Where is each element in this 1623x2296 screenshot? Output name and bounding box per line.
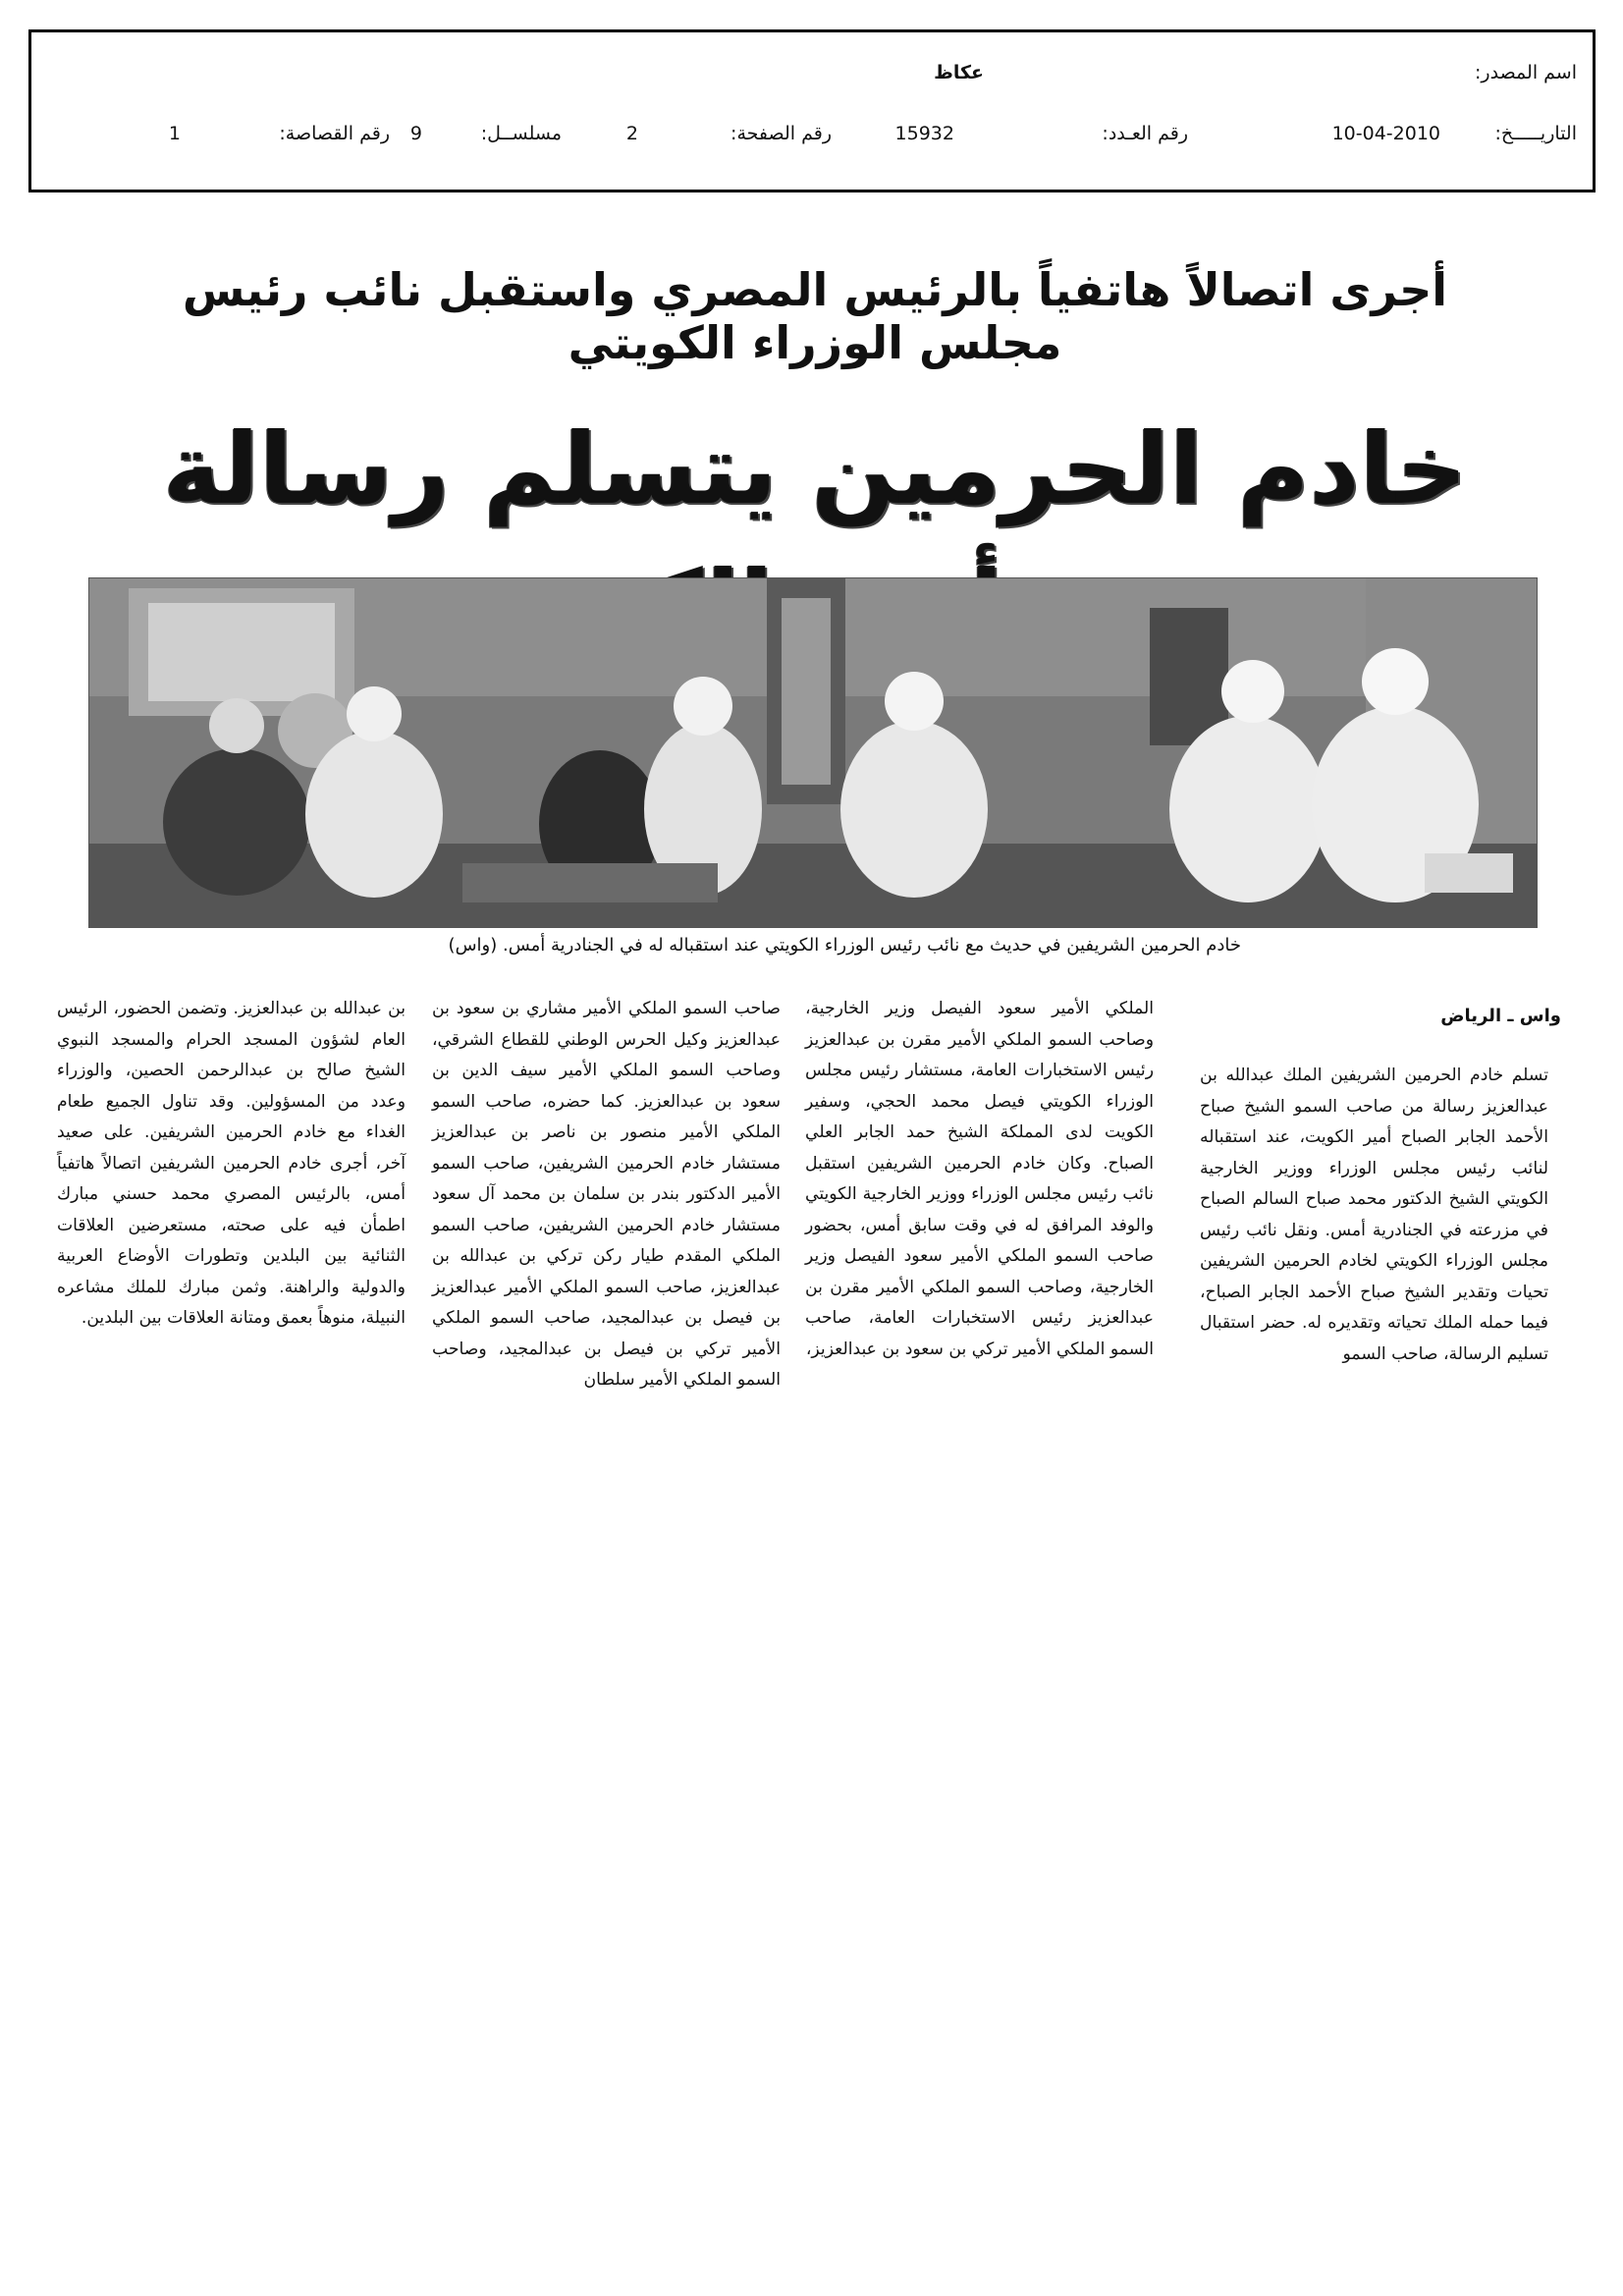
- article-column-3: [432, 994, 781, 1396]
- date-label: التاريـــــخ:: [1494, 123, 1577, 144]
- clipping-info-box: [28, 29, 1596, 192]
- page-label: رقم الصفحة:: [730, 123, 832, 144]
- column-text: بن عبدالله بن عبدالعزيز. وتضمن الحضور، الرئيس العام لشؤون المسجد الحرام والمسجد النبوي الشيخ صالح بن عبدالرحمن الحصين، والوزراء وعدد من المسؤولين. وقد تناول الجميع طعام الغداء مع خادم الحرمين الشريفين. على صعيد آخر، أجرى خادم الحرمين الشريفين اتصالاً هاتفياً أمس، بالرئيس المصري محمد حسني مبارك اطمأن فيه على صحته، مستعرضين العلاقات الثنائية بين البلدين وتطورات الأوضاع العربية والدولية والراهنة. وثمن مبارك للملك مشاعره النبيلة، منوهاً بعمق ومتانة العلاقات بين البلدين.: [57, 999, 406, 1328]
- date-value: 10-04-2010: [1331, 123, 1440, 144]
- column-text: صاحب السمو الملكي الأمير مشاري بن سعود بن عبدالعزيز وكيل الحرس الوطني للقطاع الشرقي، وصاحب السمو الملكي الأمير سيف الدين بن سعود بن عبدالعزيز. كما حضره، صاحب السمو الملكي الأمير منصور بن ناصر بن عبدالعزيز مستشار خادم الحرمين الشريفين، صاحب السمو الأمير الدكتور بندر بن سلمان بن محمد آل سعود مستشار خادم الحرمين الشريفين، صاحب السمو الملكي المقدم طيار ركن تركي بن عبدالله بن عبدالعزيز، صاحب السمو الملكي الأمير عبدالعزيز بن فيصل بن عبدالمجيد، صاحب السمو الملكي الأمير تركي بن فيصل بن عبدالمجيد، وصاحب السمو الملكي الأمير سلطان: [432, 999, 781, 1390]
- issue-value: 15932: [894, 123, 954, 144]
- dateline: واس ـ الرياض: [1440, 1006, 1561, 1026]
- serial-value: 9: [409, 123, 422, 144]
- serial-label: مسلســل:: [480, 123, 562, 144]
- clip-label: رقم القصاصة:: [279, 123, 390, 144]
- article-headline: خادم الحرمين يتسلم رسالة: [162, 411, 1468, 526]
- issue-label: رقم العـدد:: [1102, 123, 1188, 144]
- article-column-1: [1200, 1061, 1548, 1370]
- article-column-2: [805, 994, 1154, 1365]
- page-value: 2: [625, 123, 638, 144]
- column-text: الملكي الأمير سعود الفيصل وزير الخارجية، وصاحب السمو الملكي الأمير مقرن بن عبدالعزيز رئيس الاستخبارات العامة، مستشار رئيس مجلس الوزراء الكويتي فيصل محمد الحجي، وسفير الكويت لدى المملكة الشيخ حمد الجابر العلي الصباح. وكان خادم الحرمين الشريفين استقبل نائب رئيس مجلس الوزراء ووزير الخارجية الكويتي والوفد المرافق له في وقت سابق أمس، بحضور صاحب السمو الملكي الأمير سعود الفيصل وزير الخارجية، وصاحب السمو الملكي الأمير مقرن بن عبدالعزيز رئيس الاستخبارات العامة، صاحب السمو الملكي الأمير تركي بن سعود بن عبدالعزيز،: [805, 999, 1154, 1359]
- column-text: تسلم خادم الحرمين الشريفين الملك عبدالله بن عبدالعزيز رسالة من صاحب السمو الشيخ صباح الأحمد الجابر الصباح أمير الكويت، عند استقباله لنائب رئيس مجلس الوزراء ووزير الخارجية الكويتي الشيخ الدكتور محمد صباح السالم الصباح في مزرعته في الجنادرية أمس. ونقل نائب رئيس مجلس الوزراء الكويتي لخادم الحرمين الشريفين تحيات وتقدير الشيخ صباح الأحمد الجابر الصباح، فيما حمله الملك تحياته وتقديره له. حضر استقبال تسليم الرسالة، صاحب السمو: [1200, 1066, 1548, 1364]
- clip-value: 1: [168, 123, 181, 144]
- photo-caption: خادم الحرمين الشريفين في حديث مع نائب رئيس الوزراء الكويتي عند استقباله له في الجنادرية أمس. (واس): [448, 935, 1241, 956]
- article-kicker: أجرى اتصالاً هاتفياً بالرئيس المصري واستقبل نائب رئيس مجلس الوزراء الكويتي: [182, 263, 1448, 369]
- source-label: اسم المصدر:: [1475, 62, 1577, 83]
- article-column-4: [57, 994, 406, 1335]
- article-photo: [88, 577, 1538, 928]
- source-value: عكاظ: [934, 62, 984, 83]
